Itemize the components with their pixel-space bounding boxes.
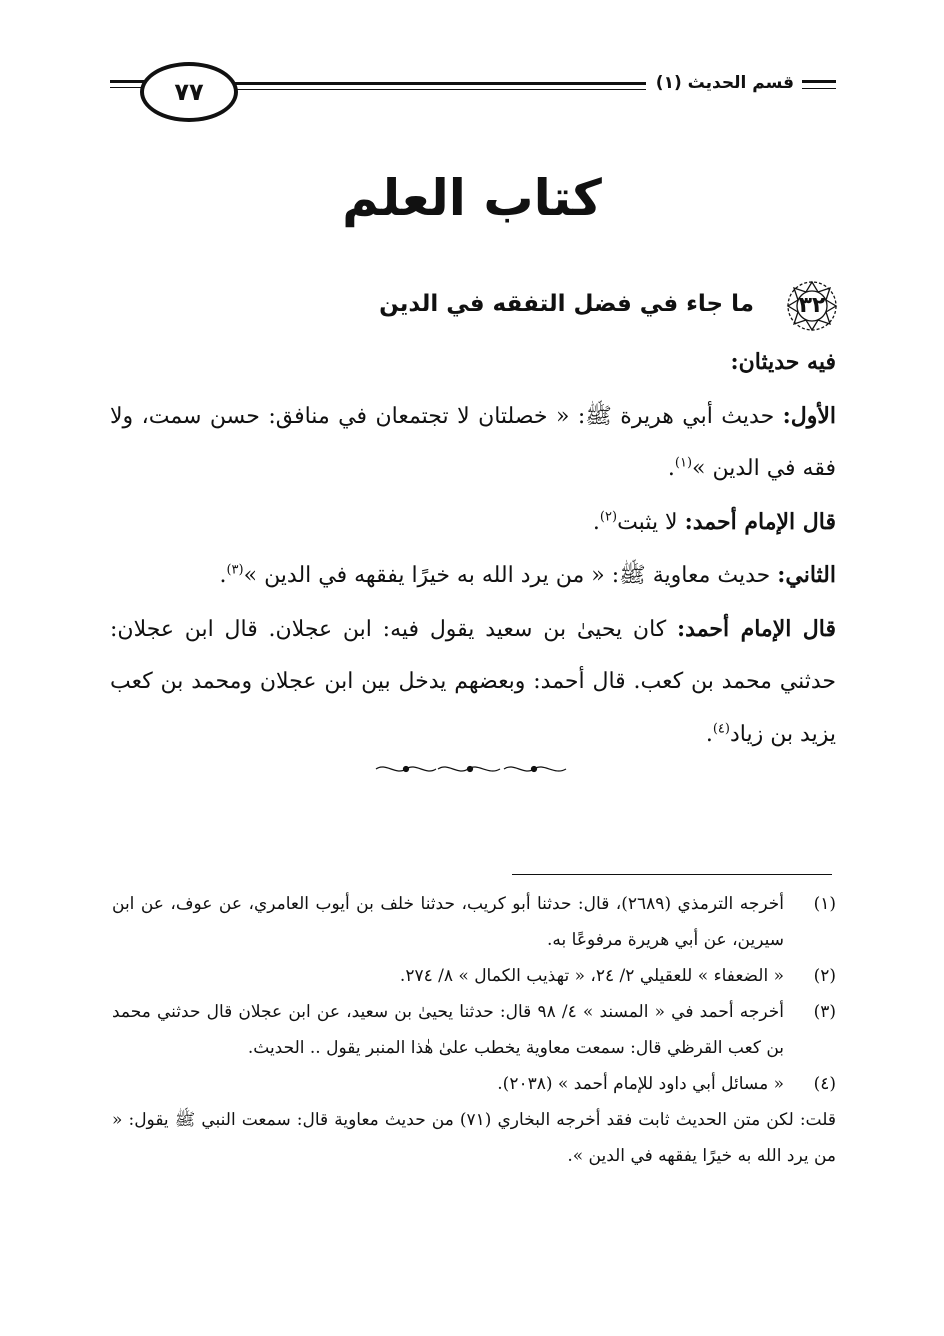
footnote-1 [112,886,836,958]
chapter-title: ما جاء في فضل التفقه في الدين [379,291,754,317]
footnote-ref-4: (٤) [712,721,730,737]
footnote-text: « الضعفاء » للعقيلي ٢/ ٢٤، « تهذيب الكمال » ٨/ ٢٧٤. [399,966,784,986]
footnote-note: قلت: لكن متن الحديث ثابت فقد أخرجه البخاري (٧١) من حديث معاوية قال: سمعت النبي ﷺ يقول: « من يرد الله به خيرًا يفقهه في الدين ». [112,1110,836,1166]
footnote-ref-2: (٢) [599,509,618,525]
footnote-ref-3: (٣) [226,562,244,578]
footnote-number: (١) [813,894,836,914]
header-rule-main [226,82,646,85]
hadith-first-text: حديث أبي هريرة ﷺ: « خصلتان لا تجتمعان في منافق: حسن سمت، ولا فقه في الدين » [110,403,836,481]
ahmad-text-2: كان يحيىٰ بن سعيد يقول فيه: ابن عجلان. قال ابن عجلان: حدثني محمد بن كعب. قال أحمد: وبعضهم يدخل بين ابن عجلان ومحمد بن كعب يزيد بن زياد [110,616,836,747]
page-number: ٧٧ [174,78,204,106]
header-rule-right [802,80,836,83]
hadith-second-label: الثاني: [777,562,836,588]
section-divider-ornament [372,760,570,778]
footnote-4 [112,1066,836,1102]
main-text [110,336,836,761]
ahmad-text-1: لا يثبت [617,509,685,535]
footnote-text: « مسائل أبي داود للإمام أحمد » (٢٠٣٨). [497,1074,784,1094]
footnote-3 [112,994,836,1066]
footnote-number: (٤) [813,1074,836,1094]
ahmad-comment-1: قال الإمام أحمد: لا يثبت$^{(٢)}$. [592,508,836,535]
hadith-first: الأول: حديث أبي هريرة ﷺ: « خصلتان لا تجتمعان في منافق: حسن سمت، ولا فقه في الدين »$^{(١)}$. [110,402,836,481]
footnote-2 [112,958,836,994]
header-rule-main-thin [226,89,646,90]
ahmad-label-1: قال الإمام أحمد: [684,508,836,535]
footnote-ref-1: (١) [674,455,693,471]
intro-line: فيه حديثان: [730,349,836,375]
chapter-number: ٣٢ [798,293,826,318]
running-head: قسم الحديث (١) [648,70,802,96]
ahmad-comment-2: قال الإمام أحمد: كان يحيىٰ بن سعيد يقول فيه: ابن عجلان. قال ابن عجلان: حدثني محمد بن كعب. قال أحمد: وبعضهم يدخل بين ابن عجلان ومحمد بن كعب يزيد بن زياد$^{(٤)}$. [110,615,837,747]
footnote-text: أخرجه الترمذي (٢٦٨٩)، قال: حدثنا أبو كريب، حدثنا خلف بن أيوب العامري، عن عوف، عن ابن سيرين، عن أبي هريرة مرفوعًا به. [112,894,784,950]
ahmad-label-2: قال الإمام أحمد: [677,615,837,642]
header-rule-right-thin [802,88,836,89]
footnotes [112,886,836,1174]
footnote-number: (٢) [813,966,836,986]
footnote-text: أخرجه أحمد في « المسند » ٤/ ٩٨ قال: حدثنا يحيىٰ بن سعيد، عن ابن عجلان قال حدثني محمد بن كعب القرظي قال: سمعت معاوية يخطب علىٰ هٰذا المنبر يقول .. الحديث. [112,1002,784,1058]
footnote-number: (٣) [813,1002,836,1022]
header-rule-left [110,80,146,83]
hadith-first-label: الأول: [782,402,836,429]
page-number-badge [140,62,238,122]
footnote-separator [512,874,832,875]
hadith-second-text: حديث معاوية ﷺ: « من يرد الله به خيرًا يفقهه في الدين » [243,563,778,588]
book-title: كتاب العلم [342,169,602,227]
hadith-second: الثاني: حديث معاوية ﷺ: « من يرد الله به خيرًا يفقهه في الدين »$^{(٣)}$. [219,562,836,588]
